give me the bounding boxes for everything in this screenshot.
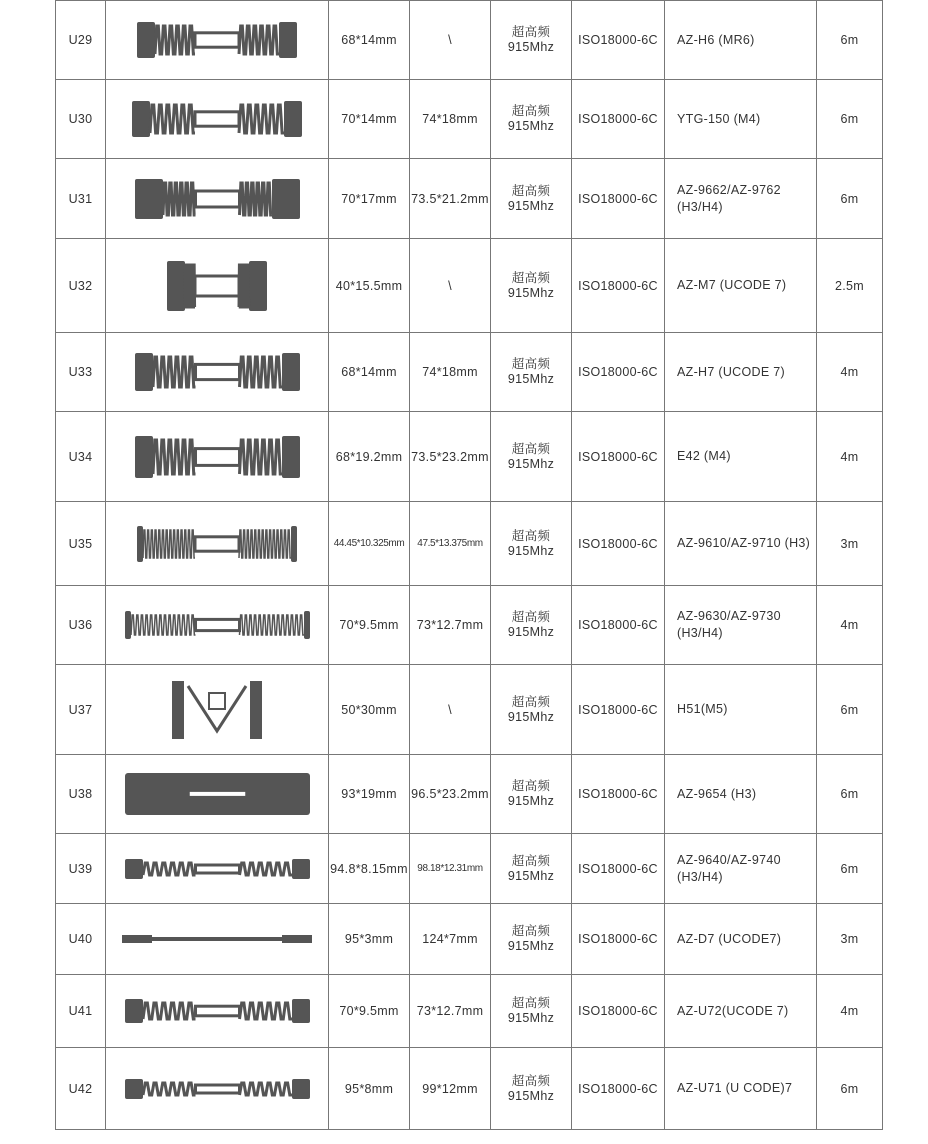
frequency-cn: 超高频 [511,357,551,371]
protocol-standard: ISO18000-6C [572,665,665,755]
chip-model: H51(M5) [665,665,817,755]
chip-model: AZ-D7 (UCODE7) [665,904,817,975]
frequency-value: 915Mhz [507,372,555,386]
antenna-cell [106,834,329,904]
antenna-cell [106,1,329,80]
rfid-antenna-image [135,353,300,391]
inlay-size: 40*15.5mm [329,239,410,333]
inlay-size: 93*19mm [329,755,410,834]
read-range: 6m [817,80,883,159]
read-range: 3m [817,904,883,975]
frequency [491,665,572,755]
table-row [56,834,883,904]
protocol-standard: ISO18000-6C [572,159,665,239]
rfid-antenna-image [135,179,300,219]
antenna-cell [106,755,329,834]
label-size: 73*12.7mm [410,975,491,1048]
rfid-antenna-image [137,526,297,562]
rfid-antenna-image [125,611,310,639]
frequency-cn: 超高频 [511,610,551,624]
frequency-cn: 超高频 [511,694,551,709]
label-size: 98.18*12.31mm [410,834,491,904]
rfid-antenna-image [137,22,297,58]
tag-id: U42 [56,1048,106,1130]
protocol-standard: ISO18000-6C [572,586,665,665]
antenna-cell [106,665,329,755]
read-range: 4m [817,586,883,665]
antenna-cell [106,1048,329,1130]
inlay-size: 68*14mm [329,333,410,412]
protocol-standard: ISO18000-6C [572,333,665,412]
tag-id: U39 [56,834,106,904]
frequency-cn: 超高频 [511,1073,551,1088]
frequency-cn: 超高频 [511,104,551,118]
table-row [56,502,883,586]
rfid-antenna-image [125,1079,310,1099]
protocol-standard: ISO18000-6C [572,1,665,80]
tag-id: U40 [56,904,106,975]
read-range: 6m [817,834,883,904]
frequency [491,975,572,1048]
chip-model: AZ-U71 (U CODE)7 [665,1048,817,1130]
chip-model: AZ-M7 (UCODE 7) [665,239,817,333]
inlay-size: 70*14mm [329,80,410,159]
table-row [56,1,883,80]
inlay-size: 70*17mm [329,159,410,239]
tag-id: U37 [56,665,106,755]
frequency-value: 915Mhz [507,285,555,300]
protocol-standard: ISO18000-6C [572,80,665,159]
frequency-value: 915Mhz [507,40,555,54]
tag-id: U33 [56,333,106,412]
label-size: 47.5*13.375mm [410,502,491,586]
inlay-size: 94.8*8.15mm [329,834,410,904]
inlay-size: 68*19.2mm [329,412,410,502]
rfid-antenna-image [167,261,267,311]
table-row [56,412,883,502]
chip-model: AZ-9630/AZ-9730 (H3/H4) [665,586,817,665]
frequency-value: 915Mhz [507,939,555,953]
tag-id: U31 [56,159,106,239]
frequency-value: 915Mhz [507,1088,555,1103]
frequency-value: 915Mhz [507,709,555,724]
label-size: 74*18mm [410,80,491,159]
read-range: 4m [817,412,883,502]
rfid-tag-spec-table [55,0,883,1130]
inlay-size: 95*8mm [329,1048,410,1130]
chip-model: AZ-9610/AZ-9710 (H3) [665,502,817,586]
antenna-cell [106,586,329,665]
table-row [56,975,883,1048]
frequency-cn: 超高频 [511,25,551,39]
frequency [491,1,572,80]
label-size: 124*7mm [410,904,491,975]
frequency-value: 915Mhz [507,456,555,471]
rfid-antenna-image [125,773,310,815]
frequency [491,412,572,502]
tag-id: U29 [56,1,106,80]
antenna-cell [106,412,329,502]
inlay-size: 95*3mm [329,904,410,975]
antenna-cell [106,239,329,333]
label-size: 99*12mm [410,1048,491,1130]
read-range: 6m [817,755,883,834]
table-row [56,586,883,665]
read-range: 6m [817,159,883,239]
inlay-size: 44.45*10.325mm [329,502,410,586]
frequency [491,159,572,239]
frequency [491,834,572,904]
frequency-cn: 超高频 [511,853,551,868]
chip-model: AZ-H6 (MR6) [665,1,817,80]
frequency-value: 915Mhz [507,625,555,639]
frequency [491,80,572,159]
tag-id: U35 [56,502,106,586]
table-row [56,239,883,333]
antenna-cell [106,159,329,239]
frequency-cn: 超高频 [511,996,551,1010]
rfid-antenna-image [135,436,300,478]
read-range: 4m [817,975,883,1048]
chip-model: YTG-150 (M4) [665,80,817,159]
table-row [56,333,883,412]
chip-model: AZ-H7 (UCODE 7) [665,333,817,412]
frequency [491,904,572,975]
label-size: 73.5*23.2mm [410,412,491,502]
frequency [491,502,572,586]
protocol-standard: ISO18000-6C [572,755,665,834]
tag-id: U36 [56,586,106,665]
antenna-cell [106,975,329,1048]
label-size: 96.5*23.2mm [410,755,491,834]
tag-id: U30 [56,80,106,159]
frequency-cn: 超高频 [511,924,551,938]
frequency-cn: 超高频 [511,441,551,456]
table-row [56,80,883,159]
tag-id: U34 [56,412,106,502]
protocol-standard: ISO18000-6C [572,975,665,1048]
frequency-value: 915Mhz [507,794,555,808]
protocol-standard: ISO18000-6C [572,1048,665,1130]
label-size: \ [410,239,491,333]
inlay-size: 70*9.5mm [329,586,410,665]
protocol-standard: ISO18000-6C [572,239,665,333]
protocol-standard: ISO18000-6C [572,834,665,904]
table-row [56,755,883,834]
rfid-antenna-image [125,859,310,879]
read-range: 6m [817,1,883,80]
label-size: 74*18mm [410,333,491,412]
chip-model: E42 (M4) [665,412,817,502]
protocol-standard: ISO18000-6C [572,904,665,975]
antenna-cell [106,904,329,975]
tag-id: U32 [56,239,106,333]
tag-id: U41 [56,975,106,1048]
frequency-cn: 超高频 [511,779,551,793]
frequency-cn: 超高频 [511,270,551,285]
read-range: 6m [817,665,883,755]
read-range: 4m [817,333,883,412]
antenna-cell [106,333,329,412]
frequency [491,239,572,333]
table-row [56,665,883,755]
frequency-value: 915Mhz [507,543,555,558]
frequency [491,333,572,412]
protocol-standard: ISO18000-6C [572,412,665,502]
chip-model: AZ-U72(UCODE 7) [665,975,817,1048]
label-size: \ [410,665,491,755]
frequency-value: 915Mhz [507,198,555,213]
frequency [491,586,572,665]
read-range: 6m [817,1048,883,1130]
rfid-antenna-image [122,935,312,943]
table-row [56,904,883,975]
chip-model: AZ-9662/AZ-9762 (H3/H4) [665,159,817,239]
read-range: 2.5m [817,239,883,333]
frequency-value: 915Mhz [507,868,555,883]
rfid-antenna-image [132,101,302,137]
label-size: \ [410,1,491,80]
table-row [56,1048,883,1130]
protocol-standard: ISO18000-6C [572,502,665,586]
frequency [491,1048,572,1130]
label-size: 73.5*21.2mm [410,159,491,239]
read-range: 3m [817,502,883,586]
inlay-size: 50*30mm [329,665,410,755]
antenna-cell [106,502,329,586]
antenna-cell [106,80,329,159]
table-row [56,159,883,239]
chip-model: AZ-9640/AZ-9740 (H3/H4) [665,834,817,904]
frequency [491,755,572,834]
inlay-size: 68*14mm [329,1,410,80]
rfid-antenna-image [125,999,310,1023]
inlay-size: 70*9.5mm [329,975,410,1048]
tag-id: U38 [56,755,106,834]
chip-model: AZ-9654 (H3) [665,755,817,834]
frequency-cn: 超高频 [511,183,551,198]
frequency-value: 915Mhz [507,1011,555,1025]
frequency-value: 915Mhz [507,119,555,133]
label-size: 73*12.7mm [410,586,491,665]
frequency-cn: 超高频 [511,528,551,543]
rfid-antenna-image [172,681,262,739]
